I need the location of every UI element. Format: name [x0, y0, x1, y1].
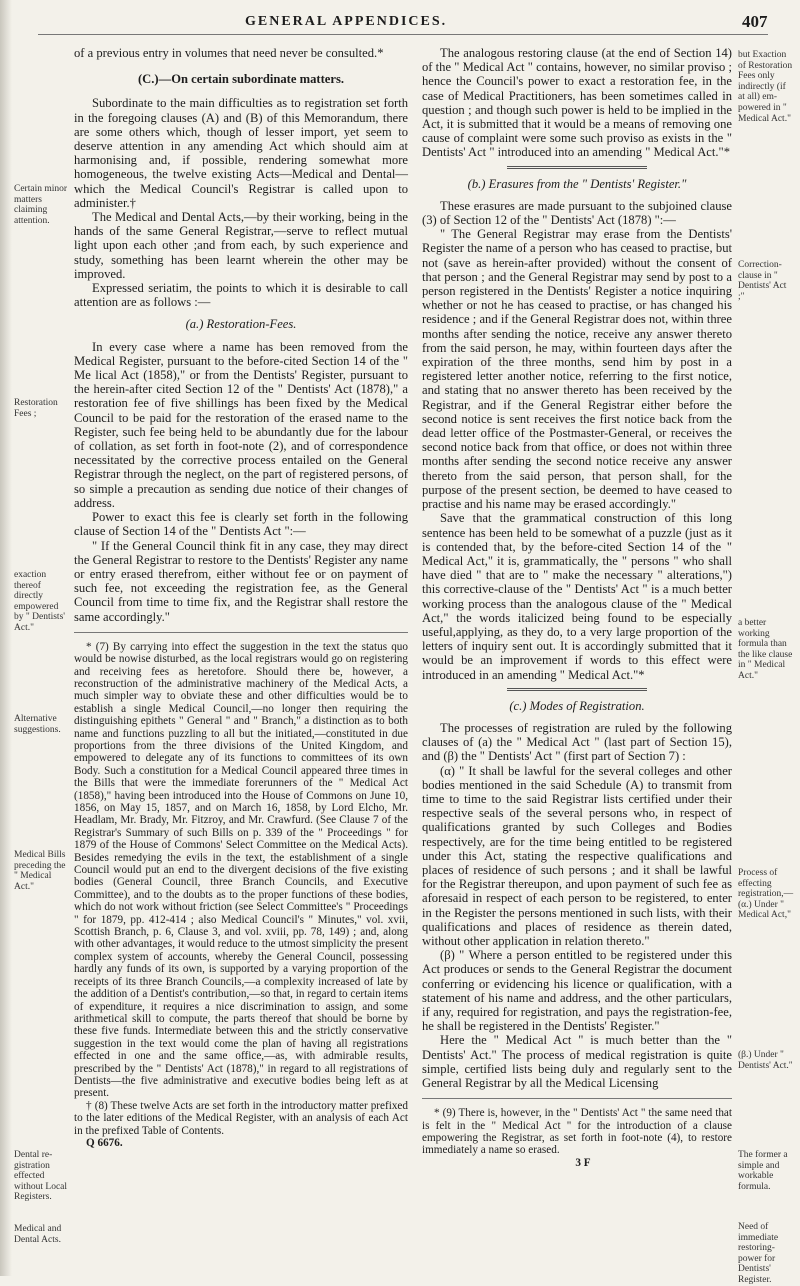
paragraph: Expressed seriatim, the points to which it is desirable to call attention are as follows :—: [74, 281, 408, 310]
signature-mark: 3 F: [575, 1156, 591, 1169]
intro-text: of a previous entry in volumes that need never be consulted.*: [74, 46, 384, 60]
paragraph: The analogous restoring clause (at the end of Section 14) of the " Medical Act " contains, however, no similar proviso ; hence the Council's power to exact a restoration fee, in the case of Medical Practitioners, has been sometimes called in question ; and though such power is held to be implied in the Act, it is submitted that it would be a means of removing one cause of complaint were some such proviso as exists in the " Dentists' Act " introduced into an amending " Medical Act."*: [422, 46, 732, 160]
paragraph: Here the " Medical Act " is much better than the " Dentists' Act." The process of medical registration is quite simple, certified lists being duly and regularly sent to the General Registrar by all the Medical Licensing: [422, 1033, 732, 1091]
footnote-7: * (7) By carrying into effect the suggestion in the text the status quo would be nowise disturbed, as the local registrars would go on registering and receiving fees as heretofore. Should there be, however, a reconstruction of the administrative machinery of the Medical Acts, a much simpler way to obviate these and other difficulties would be to establish a single Medical Council,—no longer then requiring the distinguishing epithets " General " and " Branch," a distinction as to both name and functions puzzling to all but the initiated,—constituted in due proportions from the three divisions of the United Kingdom, and empowered to delegate any of its functions to committees of its own Body. Such a constitution for a Medical Council appeared three times in the Bills that were the immediate forerunners of the " Medical Act (1858)," having been introduced into the House of Commons on June 10, 1856, on May 15, 1857, and on March 16, 1858, by Lord Elcho, Mr. Headlam, Mr. Brady, Mr. Fitzroy, and Mr. Crawfurd. (See Clause 7 of the Registrar's Summary of such Bills on p. 339 of the " Proceedings " for 1879 of the House of Commons' Select Committee on the Medical Acts). Besides remedying the evils in the text, the establishment of a single Council would put an end to the divergent decisions of the five existing bodies (General Council, three Branch Councils, and Executive Committee), and to the doubts as to the proper functions of these bodies, which do not work without friction (see Select Committee's " Proceedings " for 1879, pp. 412-414 ; also Medical Council's " Minutes," vol. xvii, Scottish Branch, p. 6, Clause 3, and vol. xviii, pp. 78, 149) ; and, along with other advantages, it would reduce to the utmost simplicity the present complex system of accounts, whereby the General Council, possessing hardly any funds of its own, is supported by a varying proportion of the receipts of its three Branch Councils,—a complexity increased of late by the addition of a Dentist's contribution,—so that, in regard to certain items of expenditure, it requires a nice discrimination to assign, and some arithmetical skill to compute, the parts thereof that should be borne by these five funds. Intermediate between this and the strictly conservative suggestion in the text would come the plan of having all registrations effected in one and the same office,—as, with admirable results, prescribed by the " Dentists' Act (1878)," in regard to all registrations of Dentists—the five administrative and executive bodies being left as at present.: [74, 640, 408, 1100]
margin-note-certain: Certain minor matters claiming attention.: [14, 184, 68, 226]
running-title: GENERAL APPENDICES.: [245, 14, 448, 29]
footnotes: [422, 1107, 732, 1169]
right-column: [422, 46, 732, 1169]
margin-note-process: Process of effecting registration,— (α.) Under " Medical Act,": [738, 868, 794, 921]
paragraph: In every case where a name has been removed from the Medical Register, pursuant to the before-cited Section 14 of the " Me lical Act (1858)," or from the Dentists' Register, pursuant to the herein-after cited Section 12 of the " Dentists' Act (1878)," a restoration fee of five shillings has been fixed by the Medical Council to be paid for the restoration of the erased name to the Register, such fee being held to be abundantly due for the labour of collation, as set forth in foot-note (2), and of correspondence necessitated by the corrective process entailed on the General Registrar through the neglect, on the part of registered persons, of so simple a precaution as sending due notice of their changes of address.: [74, 339, 408, 510]
margin-note-but-exaction: but Exaction of Restoration Fees only indirectly (if at all) empowered in " Medical Act.": [738, 50, 793, 124]
page-header: [0, 8, 800, 32]
quoted-clause: " If the General Council think fit in any case, they may direct the General Registrar to restore to the Dentists' Register any name or entry erased therefrom, either without fee or on payment of such fee, not exceeding the registration fee, as the General Council from time to time fix, and the Registrar shall restore the same accordingly.": [74, 538, 408, 624]
section-divider: [507, 166, 647, 169]
section-c-heading: (C.)—On certain subordinate matters.: [137, 72, 345, 87]
subheading-restoration-fees: (a.) Restoration-Fees.: [185, 317, 297, 332]
margin-note-exaction: exaction thereof directly empowered by " Dentists' Act.": [14, 570, 65, 633]
subheading-modes-of-registration: (c.) Modes of Registration.: [509, 698, 645, 713]
section-divider: [507, 688, 647, 691]
margin-note-former: The former a simple and workable formula.: [738, 1150, 788, 1192]
paragraph: These erasures are made pursuant to the subjoined clause (3) of Section 12 of the " Dentists' Act (1878) ":—: [422, 198, 732, 228]
paragraph: Subordinate to the main difficulties as to registration set forth in the foregoing clauses (A) and (B) of this Memorandum, there are some others which, though of lesser import, yet seem to deserve attention in any amending Act which should aim at harmonising and, if possible, rendering somewhat more homogeneous, the twelve existing Acts—Medical and Dental—which the Medical Council's Registrar is called upon to administer.†: [74, 96, 408, 210]
paragraph: Power to exact this fee is clearly set forth in the following clause of Section 14 of the " Dentists Act ":—: [74, 510, 408, 539]
margin-note-need: Need of immediate restoring-power for Dentists' Register.: [738, 1222, 779, 1285]
margin-note-dental-registration: Dental registration effected without Local Registers.: [14, 1150, 68, 1203]
subheading-erasures: (b.) Erasures from the " Dentists' Register.": [467, 176, 687, 191]
margin-note-better: a better working formula than the like clause in " Medical Act.": [738, 618, 793, 681]
footnotes: [74, 641, 408, 1150]
quoted-clause-alpha: (α) " It shall be lawful for the several colleges and other bodies mentioned in the said Schedule (A) to transmit from time to time to the said Registrar lists certified under their respective seals of the several persons who, in respect of qualifications granted by such Colleges and Bodies respectively, are for the time being entitled to be registered under this Act, stating the respective qualifications and places of residence of such persons ; and it shall be lawful for the Registrar thereupon, and upon payment of such fee as aforesaid in respect of each person to be registered, to enter in the Register the persons mentioned in such lists, with their qualifications and places of residence as therein dated, without other application in relation thereto.": [422, 763, 732, 948]
margin-note-beta: (β.) Under " Dentists' Act.": [738, 1050, 793, 1071]
margin-note-bills: Medical Bills preceding the " Medical Act.": [14, 850, 66, 892]
margin-note-medical-dental: Medical and Dental Acts.: [14, 1224, 62, 1245]
margin-note-correction: Correction-clause in " Dentists' Act ;": [738, 260, 787, 302]
margin-note-alternative: Alternative suggestions.: [14, 714, 61, 735]
paragraph: Save that the grammatical construction of this long sentence has been held to be somewhat of a puzzle (just as it is contended that, by the before-cited Section 14 of the " Medical Act," it is, grammatically, the " persons " who shall have died " that are to " make the necessary " alterations,") this corrective-clause of the " Dentists' Act " is a much better working process than the analogous clause of the " Medical Act," the words italicized being found to be especially useful,applying, as they do, to a very large proportion of the letters of inquiry sent out. It is accordingly submitted that it would be an improvement if words to this effect were introduced in an amending " Medical Act."*: [422, 511, 732, 682]
page-number: 407: [742, 12, 768, 31]
quoted-clause-beta: (β) " Where a person entitled to be registered under this Act produces or sends to the General Registrar the document conferring or evidencing his licence or qualification, with a statement of his name and address, and the other particulars, if any, required for registration, and pays the registration-fee, he shall be registered in the Dentists' Register.": [422, 948, 732, 1034]
quoted-clause: " The General Registrar may erase from the Dentists' Register the name of a person who has ceased to practise, but not (save as herein-after provided) without the consent of that person ; and the General Registrar may send by post to a person registered in the Dentists' Register a notice inquiring whether or not he has ceased to practise, or has changed his residence ; and if the General Registrar does not, within three months after sending the notice, receive any answer thereto from the said person, he may, within fourteen days after the expiration of the three months, send him by post in a registered letter another notice, referring to the first notice, and stating that no answer thereto has been received by the Registrar, and if the General Registrar either before the second notice is sent receives the first notice back from the dead letter office of the Postmaster-General, or receives the second notice back from that office, or does not within three months after sending the second notice receive any answer thereto from the said person, that person shall, for the purpose of the present section, be deemed to have ceased to practise and his name may be erased accordingly.": [422, 227, 732, 512]
signature-mark: Q 6676.: [86, 1136, 123, 1149]
footnote-rule: [74, 632, 408, 633]
page-binding-shadow: [0, 0, 12, 1276]
paragraph: The processes of registration are ruled by the following clauses of (a) the " Medical Act " (last part of Section 15), and (β) the " Dentists' Act " (first part of Section 7) :: [422, 720, 732, 764]
footnote-8: † (8) These twelve Acts are set forth in the introductory matter prefixed to the later editions of the Medical Register, with an analysis of each Act in the prefixed Table of Contents.: [74, 1099, 408, 1137]
paragraph: The Medical and Dental Acts,—by their working, being in the hands of the same General Registrar,—serve to reflect mutual light upon each other ;and from each, by such experience and study, something has been learnt wherein the other may be improved.: [74, 210, 408, 281]
header-rule: [38, 34, 768, 35]
margin-note-restoration: Restoration Fees ;: [14, 398, 58, 419]
footnote-rule: [422, 1098, 732, 1099]
footnote-9: * (9) There is, however, in the " Dentists' Act " the same need that is felt in the " Medical Act " for the introduction of a clause empowering the Registrar, as set forth in foot-note (4), to restore immediately a name so erased.: [422, 1107, 732, 1157]
left-column: [74, 46, 408, 1149]
